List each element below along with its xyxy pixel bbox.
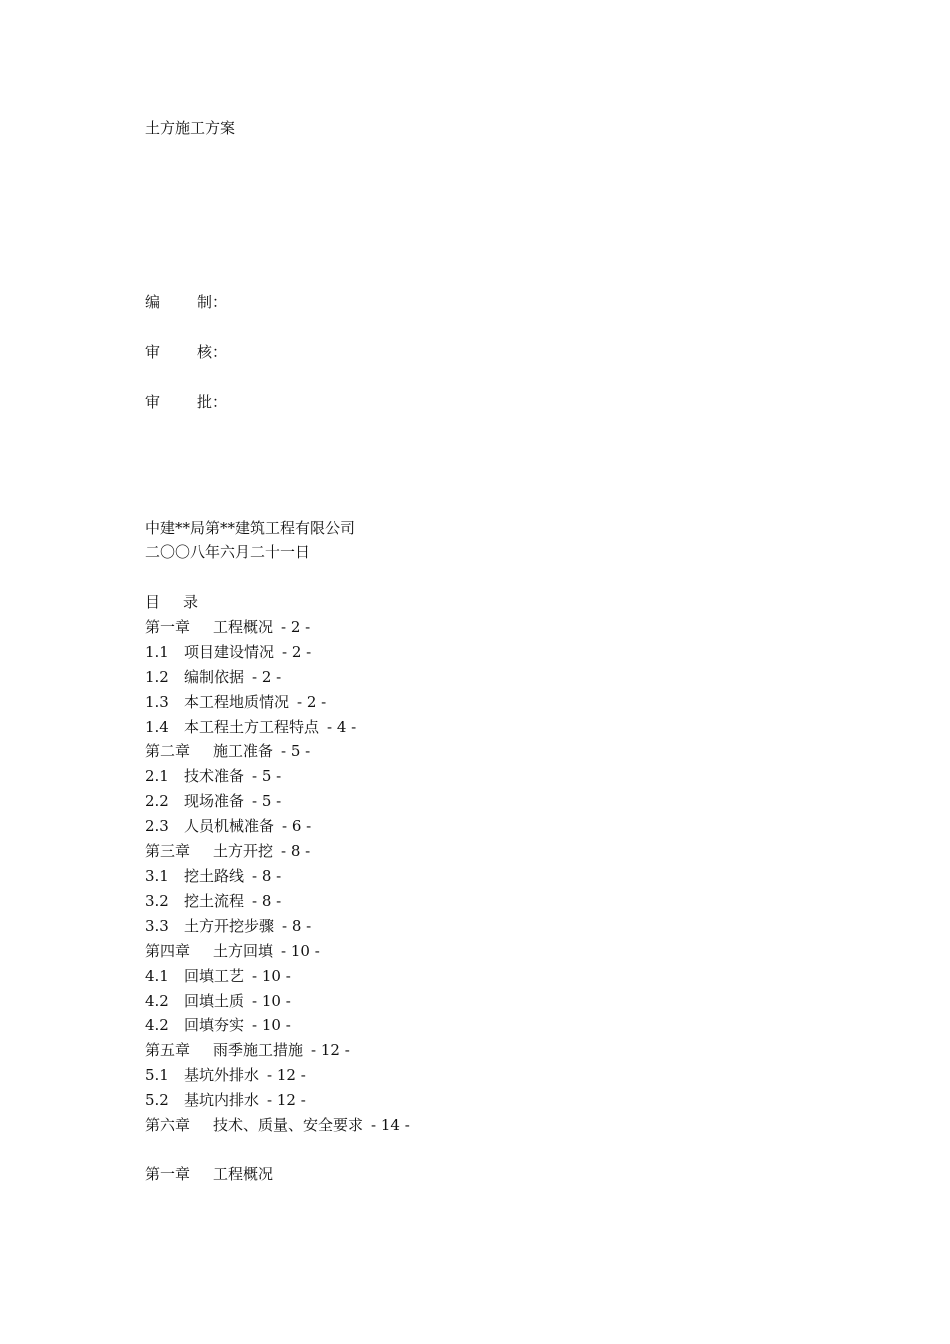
toc-entry-page: - 12 - [311,1041,350,1060]
toc-entry-page: - 2 - [252,667,282,686]
toc-entry-number: 4.2 [145,1016,169,1035]
toc-entry-title: 挖土路线 [184,866,245,885]
chapter-title: 工程概况 [213,1165,274,1183]
toc-entry-title: 基坑外排水 [184,1066,260,1085]
toc-entry-number: 第六章 [145,1116,191,1135]
signature-label-b: 核： [197,343,228,361]
toc-entry-title: 工程概况 [213,617,274,636]
toc-entry-number: 2.1 [145,767,169,786]
signature-label-a: 审 [145,393,161,411]
document-title: 土方施工方案 [145,119,236,137]
toc-section-entry[interactable] [145,640,410,665]
toc-entry-page: - 2 - [297,692,327,711]
signature-label-b: 批： [197,393,228,411]
toc-entry-number: 2.2 [145,792,169,811]
toc-chapter-entry[interactable] [145,939,410,964]
toc-section-entry[interactable] [145,864,410,889]
signature-row-reviewed [145,342,227,362]
toc-entry-number: 第四章 [145,941,191,960]
toc-entry-page: - 12 - [267,1066,306,1085]
toc-section-entry[interactable] [145,715,410,740]
toc-section-entry[interactable] [145,789,410,814]
toc-section-entry[interactable] [145,1013,410,1038]
toc-section-entry[interactable] [145,665,410,690]
toc-entry-number: 5.1 [145,1066,169,1085]
toc-entry-number: 第五章 [145,1041,191,1060]
toc-entry-title: 现场准备 [184,792,245,811]
table-of-contents [145,590,410,1138]
toc-entry-number: 1.4 [145,717,169,736]
toc-entry-title: 挖土流程 [184,891,245,910]
toc-entry-page: - 10 - [281,941,320,960]
toc-section-entry[interactable] [145,690,410,715]
toc-entry-number: 3.1 [145,866,169,885]
toc-entry-title: 施工准备 [213,742,274,761]
toc-entry-title: 本工程地质情况 [184,692,290,711]
toc-chapter-entry[interactable] [145,615,410,640]
toc-section-entry[interactable] [145,889,410,914]
toc-items [145,615,410,1138]
toc-entry-page: - 4 - [327,717,357,736]
toc-entry-title: 土方开挖 [213,842,274,861]
toc-section-entry[interactable] [145,964,410,989]
toc-entry-page: - 8 - [281,842,311,861]
toc-entry-title: 土方开挖步骤 [184,916,275,935]
toc-entry-title: 基坑内排水 [184,1091,260,1110]
toc-entry-page: - 8 - [282,916,312,935]
toc-entry-page: - 5 - [281,742,311,761]
toc-entry-page: - 6 - [282,817,312,836]
document-date: 二〇〇八年六月二十一日 [145,543,311,561]
toc-entry-number: 2.3 [145,817,169,836]
signature-label-a: 编 [145,293,161,311]
toc-section-entry[interactable] [145,1063,410,1088]
toc-entry-page: - 2 - [282,642,312,661]
toc-entry-page: - 10 - [252,1016,291,1035]
toc-heading [145,590,410,615]
toc-entry-page: - 14 - [371,1116,410,1135]
toc-entry-number: 3.3 [145,916,169,935]
toc-entry-number: 第一章 [145,617,191,636]
signature-row-compiled [145,292,227,312]
toc-entry-page: - 12 - [267,1091,306,1110]
toc-entry-number: 1.1 [145,642,169,661]
company-name: 中建**局第**建筑工程有限公司 [145,519,356,537]
toc-section-entry[interactable] [145,1088,410,1113]
toc-entry-page: - 8 - [252,891,282,910]
toc-entry-title: 技术准备 [184,767,245,786]
toc-section-entry[interactable] [145,764,410,789]
toc-section-entry[interactable] [145,914,410,939]
toc-entry-title: 回填工艺 [184,966,245,985]
toc-entry-page: - 10 - [252,991,291,1010]
toc-entry-title: 项目建设情况 [184,642,275,661]
toc-chapter-entry[interactable] [145,839,410,864]
toc-entry-number: 5.2 [145,1091,169,1110]
toc-entry-number: 第二章 [145,742,191,761]
toc-entry-title: 技术、质量、安全要求 [213,1116,364,1135]
toc-entry-title: 本工程土方工程特点 [184,717,320,736]
toc-entry-number: 第三章 [145,842,191,861]
signature-label-a: 审 [145,343,161,361]
toc-entry-page: - 8 - [252,866,282,885]
toc-entry-title: 人员机械准备 [184,817,275,836]
toc-entry-title: 土方回填 [213,941,274,960]
toc-entry-page: - 10 - [252,966,291,985]
signature-row-approved [145,392,227,412]
chapter-heading [145,1163,273,1185]
toc-heading-b: 录 [183,593,199,611]
signature-label-b: 制： [197,293,228,311]
toc-entry-number: 1.3 [145,692,169,711]
toc-entry-title: 雨季施工措施 [213,1041,304,1060]
toc-section-entry[interactable] [145,989,410,1014]
toc-heading-a: 目 [145,593,161,611]
toc-entry-page: - 5 - [252,792,282,811]
toc-chapter-entry[interactable] [145,1038,410,1063]
toc-entry-title: 回填夯实 [184,1016,245,1035]
toc-entry-number: 1.2 [145,667,169,686]
chapter-number: 第一章 [145,1165,191,1183]
toc-chapter-entry[interactable] [145,1113,410,1138]
toc-entry-title: 编制依据 [184,667,245,686]
company-block [145,516,355,564]
toc-entry-title: 回填土质 [184,991,245,1010]
toc-entry-number: 4.1 [145,966,169,985]
toc-entry-page: - 2 - [281,617,311,636]
toc-entry-number: 3.2 [145,891,169,910]
toc-entry-number: 4.2 [145,991,169,1010]
toc-chapter-entry[interactable] [145,739,410,764]
toc-entry-page: - 5 - [252,767,282,786]
toc-section-entry[interactable] [145,814,410,839]
